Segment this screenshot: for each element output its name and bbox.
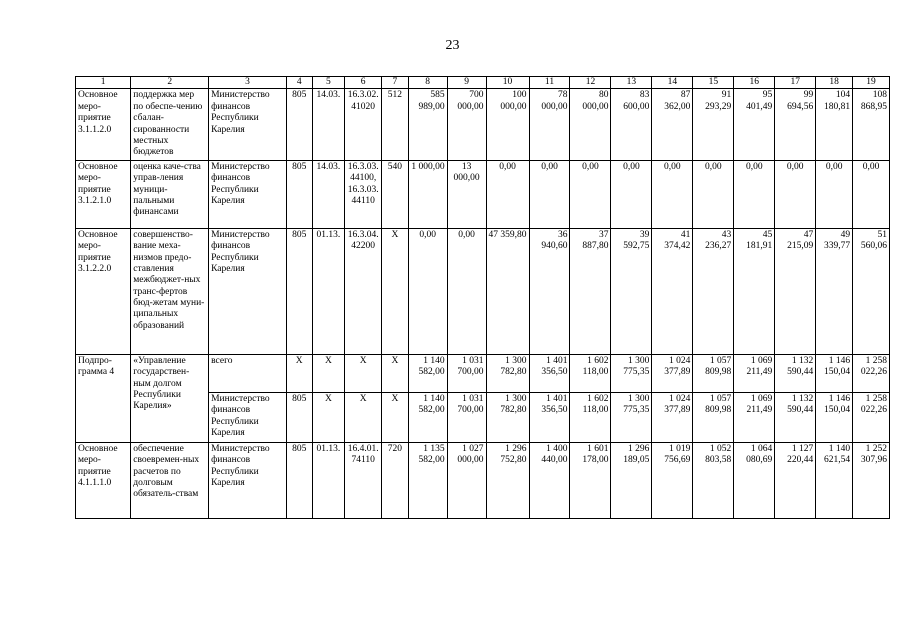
- cell-value: 41 374,42: [652, 228, 693, 354]
- cell-value: 1 252 307,96: [853, 442, 890, 518]
- cell-value: 104 180,81: [816, 89, 853, 160]
- cell-value: 0,00: [570, 160, 611, 228]
- col-header: 10: [486, 77, 529, 89]
- cell-value: 0,00: [816, 160, 853, 228]
- cell-value: 47 359,80: [486, 228, 529, 354]
- cell-value: 1 031 700,00: [447, 392, 486, 442]
- cell-section: X: [312, 354, 345, 392]
- cell-code: 805: [286, 160, 312, 228]
- cell-value: 100 000,00: [486, 89, 529, 160]
- cell-expense-type: X: [382, 392, 409, 442]
- col-header: 9: [447, 77, 486, 89]
- row-type: Основное меро-приятие 3.1.2.1.0: [76, 160, 131, 228]
- cell-value: 1 296 752,80: [486, 442, 529, 518]
- col-header: 14: [652, 77, 693, 89]
- row-executor: Министерство финансов Республики Карелия: [209, 442, 287, 518]
- row-type: Основное меро-приятие 3.1.1.2.0: [76, 89, 131, 160]
- cell-value: 1 146 150,04: [816, 392, 853, 442]
- cell-value: 80 000,00: [570, 89, 611, 160]
- cell-value: 1 400 440,00: [529, 442, 570, 518]
- cell-value: 1 602 118,00: [570, 354, 611, 392]
- cell-value: 1 052 803,58: [693, 442, 734, 518]
- col-header: 15: [693, 77, 734, 89]
- col-header: 13: [611, 77, 652, 89]
- col-header: 17: [775, 77, 816, 89]
- cell-target: 16.4.01.74110: [345, 442, 382, 518]
- cell-target: X: [345, 354, 382, 392]
- page-number: 23: [445, 38, 460, 53]
- row-description: совершенство-вание меха-низмов предо-ставления межбюджет-ных транс-фертов бюд-жетам муни-ципальных образований: [131, 228, 209, 354]
- cell-expense-type: X: [382, 354, 409, 392]
- cell-value: 1 027 000,00: [447, 442, 486, 518]
- cell-section: 14.03.: [312, 89, 345, 160]
- col-header: 12: [570, 77, 611, 89]
- cell-value: 37 887,80: [570, 228, 611, 354]
- cell-value: 0,00: [693, 160, 734, 228]
- col-header: 19: [853, 77, 890, 89]
- cell-expense-type: 540: [382, 160, 409, 228]
- cell-expense-type: 512: [382, 89, 409, 160]
- cell-section: X: [312, 392, 345, 442]
- cell-value: 47 215,09: [775, 228, 816, 354]
- col-header: 2: [131, 77, 209, 89]
- cell-value: 1 000,00: [408, 160, 447, 228]
- cell-value: 0,00: [447, 228, 486, 354]
- cell-value: 1 300 782,80: [486, 392, 529, 442]
- header-row: [76, 77, 890, 89]
- col-header: 7: [382, 77, 409, 89]
- row-description: обеспечение своевремен-ных расчетов по долговым обязатель-ствам: [131, 442, 209, 518]
- col-header: 11: [529, 77, 570, 89]
- cell-value: 1 140 621,54: [816, 442, 853, 518]
- cell-section: 14.03.: [312, 160, 345, 228]
- cell-value: 1 024 377,89: [652, 354, 693, 392]
- cell-value: 1 300 775,35: [611, 392, 652, 442]
- cell-value: 43 236,27: [693, 228, 734, 354]
- cell-value: 1 031 700,00: [447, 354, 486, 392]
- cell-value: 95 401,49: [734, 89, 775, 160]
- row-type: Подпро-грамма 4: [76, 354, 131, 442]
- cell-value: 1 140 582,00: [408, 354, 447, 392]
- cell-code: 805: [286, 442, 312, 518]
- cell-value: 1 132 590,44: [775, 354, 816, 392]
- cell-value: 0,00: [408, 228, 447, 354]
- cell-value: 1 140 582,00: [408, 392, 447, 442]
- cell-value: 0,00: [611, 160, 652, 228]
- cell-target: 16.3.04.42200: [345, 228, 382, 354]
- cell-value: 700 000,00: [447, 89, 486, 160]
- cell-section: 01.13.: [312, 442, 345, 518]
- cell-value: 1 300 782,80: [486, 354, 529, 392]
- cell-code: 805: [286, 228, 312, 354]
- row-type: Основное меро-приятие 4.1.1.1.0: [76, 442, 131, 518]
- cell-value: 1 069 211,49: [734, 392, 775, 442]
- cell-value: 36 940,60: [529, 228, 570, 354]
- cell-value: 0,00: [853, 160, 890, 228]
- cell-value: 1 069 211,49: [734, 354, 775, 392]
- col-header: 4: [286, 77, 312, 89]
- cell-value: 1 127 220,44: [775, 442, 816, 518]
- col-header: 8: [408, 77, 447, 89]
- cell-code: X: [286, 354, 312, 392]
- budget-table: [75, 76, 890, 519]
- cell-value: 1 064 080,69: [734, 442, 775, 518]
- row-executor: Министерство финансов Республики Карелия: [209, 89, 287, 160]
- cell-value: 1 258 022,26: [853, 392, 890, 442]
- cell-expense-type: 720: [382, 442, 409, 518]
- cell-code: 805: [286, 89, 312, 160]
- cell-value: 1 024 377,89: [652, 392, 693, 442]
- table-row: [76, 442, 890, 518]
- cell-value: 45 181,91: [734, 228, 775, 354]
- row-description: оценка каче-ства управ-ления муници-пальными финансами: [131, 160, 209, 228]
- col-header: 3: [209, 77, 287, 89]
- cell-value: 51 560,06: [853, 228, 890, 354]
- cell-value: 1 401 356,50: [529, 392, 570, 442]
- cell-value: 1 132 590,44: [775, 392, 816, 442]
- cell-code: 805: [286, 392, 312, 442]
- col-header: 16: [734, 77, 775, 89]
- cell-value: 1 401 356,50: [529, 354, 570, 392]
- row-executor: Министерство финансов Республики Карелия: [209, 392, 287, 442]
- cell-value: 1 019 756,69: [652, 442, 693, 518]
- row-description: «Управление государствен-ным долгом Республики Карелия»: [131, 354, 209, 442]
- cell-value: 1 258 022,26: [853, 354, 890, 392]
- table-row: [76, 354, 890, 392]
- cell-value: 1 601 178,00: [570, 442, 611, 518]
- row-type: Основное меро-приятие 3.1.2.2.0: [76, 228, 131, 354]
- table-row: [76, 160, 890, 228]
- cell-value: 1 057 809,98: [693, 354, 734, 392]
- cell-target: 16.3.03.44100, 16.3.03.44110: [345, 160, 382, 228]
- row-executor: Министерство финансов Республики Карелия: [209, 228, 287, 354]
- cell-value: 91 293,29: [693, 89, 734, 160]
- row-executor: всего: [209, 354, 287, 392]
- cell-value: 1 146 150,04: [816, 354, 853, 392]
- row-description: поддержка мер по обеспе-чению сбалан-сированности местных бюджетов: [131, 89, 209, 160]
- cell-value: 585 989,00: [408, 89, 447, 160]
- cell-value: 49 339,77: [816, 228, 853, 354]
- table-row: [76, 228, 890, 354]
- cell-value: 1 602 118,00: [570, 392, 611, 442]
- cell-value: 0,00: [775, 160, 816, 228]
- cell-section: 01.13.: [312, 228, 345, 354]
- cell-value: 13 000,00: [447, 160, 486, 228]
- cell-value: 108 868,95: [853, 89, 890, 160]
- cell-value: 78 000,00: [529, 89, 570, 160]
- col-header: 18: [816, 77, 853, 89]
- col-header: 1: [76, 77, 131, 89]
- cell-target: X: [345, 392, 382, 442]
- cell-value: 83 600,00: [611, 89, 652, 160]
- cell-value: 0,00: [734, 160, 775, 228]
- row-executor: Министерство финансов Республики Карелия: [209, 160, 287, 228]
- cell-value: 0,00: [486, 160, 529, 228]
- cell-value: 39 592,75: [611, 228, 652, 354]
- cell-value: 1 057 809,98: [693, 392, 734, 442]
- cell-value: 87 362,00: [652, 89, 693, 160]
- cell-value: 0,00: [652, 160, 693, 228]
- cell-value: 99 694,56: [775, 89, 816, 160]
- cell-value: 1 135 582,00: [408, 442, 447, 518]
- col-header: 5: [312, 77, 345, 89]
- cell-value: 1 300 775,35: [611, 354, 652, 392]
- cell-value: 0,00: [529, 160, 570, 228]
- table-row: [76, 89, 890, 160]
- cell-expense-type: X: [382, 228, 409, 354]
- cell-value: 1 296 189,05: [611, 442, 652, 518]
- col-header: 6: [345, 77, 382, 89]
- cell-target: 16.3.02.41020: [345, 89, 382, 160]
